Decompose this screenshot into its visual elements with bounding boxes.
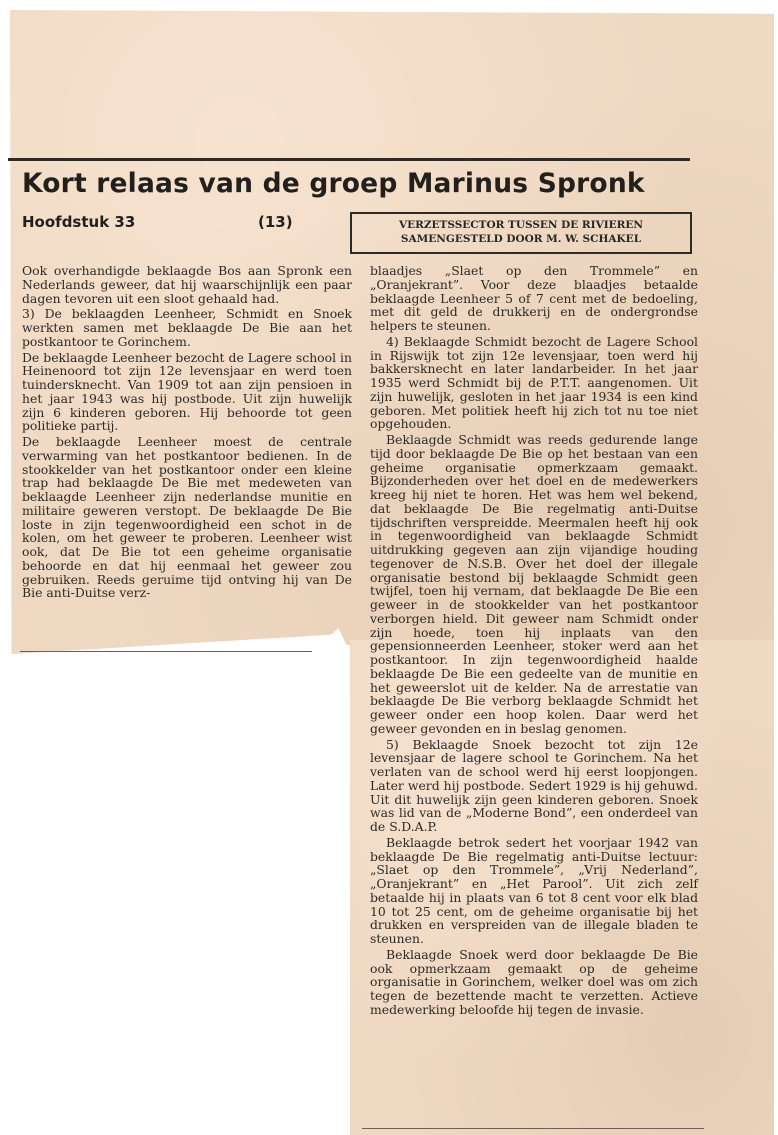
paragraph: 4) Beklaagde Schmidt bezocht de Lagere School in Rijswijk tot zijn 12e levensjaar, toen werd hij bakkersknecht en later landarbeider. In het jaar 1935 werd Schmidt bij de P.T.T. aangenomen. Uit zijn huwelijk, gesloten in het jaar 1934 is een kind geboren. Met politiek heeft hij zich tot nu toe niet opgehouden. <box>370 333 698 432</box>
paragraph: Beklaagde betrok sedert het voorjaar 1942 van beklaagde De Bie regelmatig anti-Duitse lectuur: „Slaet op den Trommele”, „Vrij Nederland”, „Oranjekrant” en „Het Parool”. Uit zich zelf betaalde hij in plaats van 6 tot 8 cent voor elk blad 10 tot 25 cent, om de geheime organisatie bij het drukken en verspreiden van de illegale bladen te steunen. <box>370 834 698 946</box>
part-number: (13) <box>258 213 293 231</box>
left-column <box>22 264 352 600</box>
paragraph: De beklaagde Leenheer moest de centrale verwarming van het postkantoor bedienen. In de stookkelder van het postkantoor onder een kleine trap had beklaagde De Bie met medeweten van beklaagde Leenheer zijn nederlandse munitie en militaire geweren verstopt. De beklaagde De Bie loste in zijn tegenwoordigheid een schot in de kolen, om het geweer te proberen. Leenheer wist ook, dat De Bie tot een geheime organisatie behoorde en dat hij eenmaal het geweer zou gebruiken. Reeds geruime tijd ontving hij van De Bie anti-Duitse verz- <box>22 434 352 601</box>
article-title: Kort relaas van de groep Marinus Spronk <box>22 168 645 199</box>
right-bottom-rule <box>362 1128 704 1129</box>
paragraph: De beklaagde Leenheer bezocht de Lagere school in Heinenoord tot zijn 12e levensjaar en werd toen tuindersknecht. Van 1909 tot aan zijn pensioen in het jaar 1943 was hij postbode. Uit zijn huwelijk zijn 6 kinderen geboren. Hij behoorde tot geen politieke partij. <box>22 349 352 434</box>
top-rule <box>8 158 690 161</box>
sector-line-1: VERZETSSECTOR TUSSEN DE RIVIEREN <box>399 219 643 231</box>
paragraph: blaadjes „Slaet op den Trommele” en „Oranjekrant”. Voor deze blaadjes betaalde beklaagde Leenheer 5 of 7 cent met de bedoeling, met dit geld de drukkerij en de ondergrondse helpers te steunen. <box>370 263 698 333</box>
right-column <box>370 264 698 1017</box>
paragraph: Beklaagde Snoek werd door beklaagde De Bie ook opmerkzaam gemaakt op de geheime organisatie in Gorinchem, welker doel was om zich tegen de bezettende macht te verzetten. Actieve medewerking beloofde hij tegen de invasie. <box>370 946 698 1017</box>
chapter-label: Hoofdstuk 33 <box>22 213 136 231</box>
left-bottom-rule <box>20 651 312 652</box>
paragraph: 3) De beklaagden Leenheer, Schmidt en Snoek werkten samen met beklaagde De Bie aan het postkantoor te Gorinchem. <box>22 306 352 349</box>
sector-line-2: SAMENGESTELD DOOR M. W. SCHAKEL <box>400 233 642 245</box>
paragraph: Ook overhandigde beklaagde Bos aan Spronk een Nederlands geweer, dat hij waarschijnlijk een paar dagen tevoren uit een sloot gehaald had. <box>22 263 352 306</box>
sector-box <box>350 212 692 254</box>
paragraph: 5) Beklaagde Snoek bezocht tot zijn 12e levensjaar de lagere school te Gorinchem. Na het verlaten van de school werd hij eerst loopjongen. Later werd hij postbode. Sedert 1929 is hij gehuwd. Uit dit huwelijk zijn geen kinderen geboren. Snoek was lid van de „Moderne Bond”, een onderdeel van de S.D.A.P. <box>370 736 698 834</box>
paragraph: Beklaagde Schmidt was reeds gedurende lange tijd door beklaagde De Bie op het bestaan van een geheime organisatie opmerkzaam gemaakt. Bijzonderheden over het doel en de medewerkers kreeg hij niet te horen. Het was hem wel bekend, dat beklaagde De Bie regelmatig anti-Duitse tijdschriften verspreidde. Meermalen heeft hij ook in tegenwoordigheid van beklaagde Schmidt uitdrukking gegeven aan zijn vijandige houding tegenover de N.S.B. Over het doel der illegale organisatie bestond bij beklaagde Schmidt geen twijfel, toen hij vernam, dat beklaagde De Bie een geweer in de stookkelder van het postkantoor verborgen hield. Dit geweer nam Schmidt onder zijn hoede, toen hij inplaats van den gepensionneerden Leenheer, stoker werd aan het postkantoor. In zijn tegenwoordigheid haalde beklaagde De Bie een gedeelte van de munitie en het geweerslot uit de kelder. Na de arrestatie van beklaagde De Bie verborg beklaagde Schmidt het geweer onder een hoop kolen. Daar werd het geweer gevonden en in beslag genomen. <box>370 432 698 736</box>
